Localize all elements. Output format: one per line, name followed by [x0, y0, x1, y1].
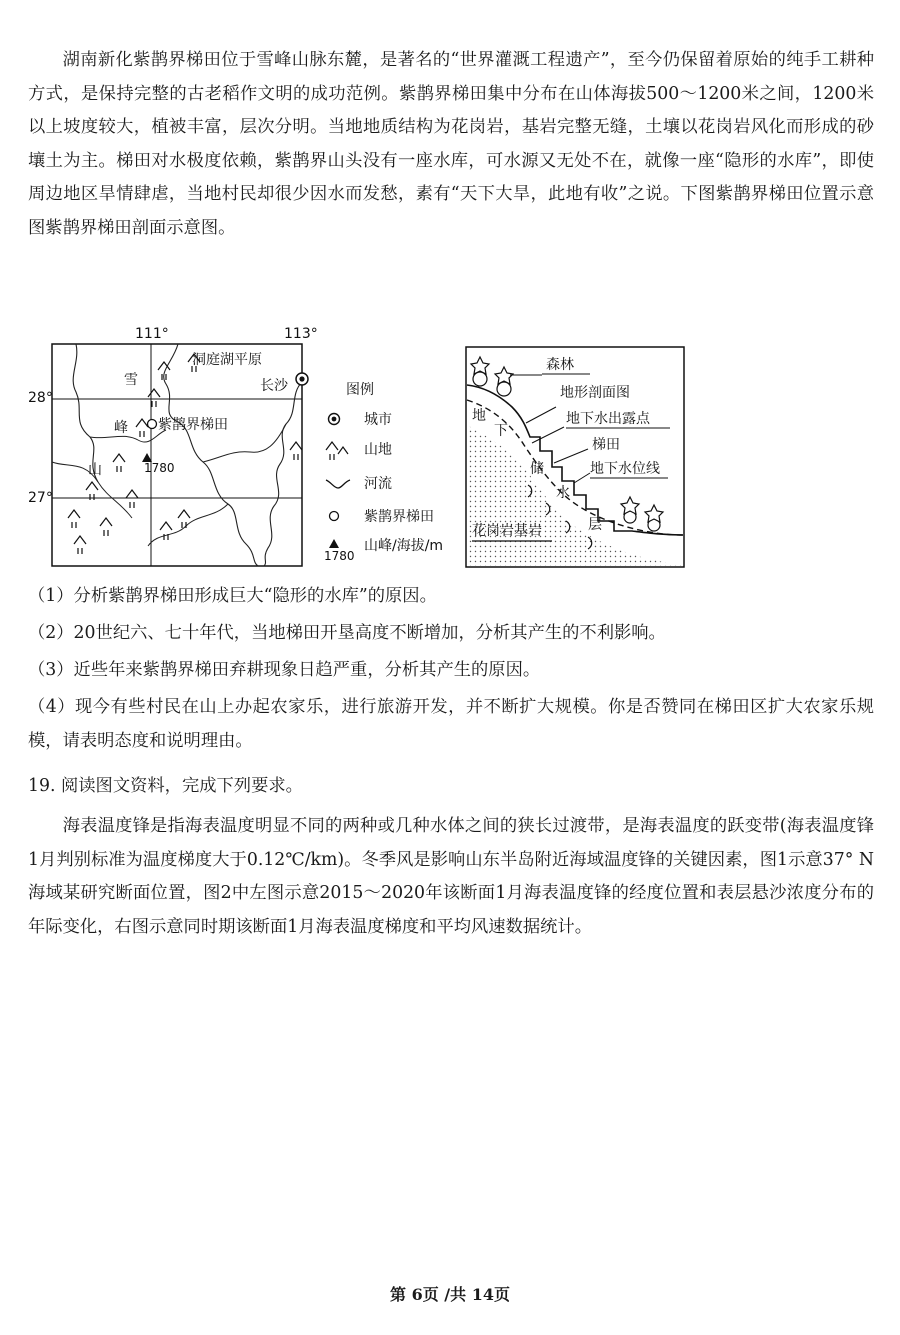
legend-title: 图例 [346, 382, 374, 398]
legend-river: 河流 [364, 476, 392, 492]
legend-peak: 山峰/海拔/m [364, 538, 444, 554]
question-4: （4）现今有些村民在山上办起农家乐，进行旅游开发，并不断扩大规模。你是否赞同在梯田区扩大农家乐规模，请表明态度和说明理由。 [28, 697, 874, 751]
label-xue: 雪 [124, 372, 138, 388]
label-zique: 紫鹊界梯田 [158, 417, 228, 433]
label-aquifer-4: 水 [556, 485, 570, 501]
legend-city: 城市 [364, 412, 392, 428]
location-map [28, 322, 470, 574]
river-icon [326, 480, 350, 488]
label-terrain: 地形剖面图 [560, 385, 630, 401]
label-changsha: 长沙 [260, 378, 288, 394]
intro-paragraph: 湖南新化紫鹊界梯田位于雪峰山脉东麓，是著名的“世界灌溉工程遗产”，至今仍保留着原始的纯手工耕种方式，是保持完整的古老稻作文明的成功范例。紫鹊界梯田集中分布在山体海拔500～1200米之间，1200米以上坡度较大，植被丰富，层次分明。当地地质结构为花岗岩，基岩完整无缝，土壤以花岗岩风化而形成的砂壤土为主。梯田对水极度依赖，紫鹊界山头没有一座水库，可水源又无处不在，就像一座“隐形的水库”，即使周边地区旱情肆虐，当地村民却很少因水而发愁，素有“天下大旱，此地有收”之说。下图紫鹊界梯田位置示意图紫鹊界梯田剖面示意图。 [28, 50, 874, 238]
map-legend [324, 382, 443, 563]
terrace-icon [330, 512, 339, 521]
page-footer: 第 6页 /共 14页 [390, 1285, 510, 1304]
lon-label-113: 113° [284, 326, 318, 342]
label-aquifer-2: 下 [494, 423, 508, 439]
question-2: （2）20世纪六、七十年代，当地梯田开垦高度不断增加，分析其产生的不利影响。 [28, 623, 666, 643]
label-aquifer-5: 层 [588, 517, 602, 533]
label-dongting: 洞庭湖平原 [192, 352, 262, 368]
question-19-heading: 19. 阅读图文资料，完成下列要求。 [28, 776, 303, 796]
label-shan: 山 [88, 462, 102, 478]
label-feng: 峰 [114, 420, 128, 436]
label-outcrop: 地下水出露点 [566, 411, 650, 427]
label-watertable: 地下水位线 [590, 461, 660, 477]
label-bedrock: 花岗岩基岩 [472, 523, 542, 539]
mountain-icon [326, 442, 348, 460]
legend-peak-value: 1780 [324, 549, 355, 563]
question-19-paragraph: 海表温度锋是指海表温度明显不同的两种或几种水体之间的狭长过渡带，是海表温度的跃变带(海表温度锋1月判别标准为温度梯度大于0.12℃/km)。冬季风是影响山东半岛附近海域温度锋的关键因素，图1示意37° N海域某研究断面位置，图2中左图示意2015～2020年该断面1月海表温度锋的经度位置和表层悬沙浓度分布的年际变化，右图示意同时期该断面1月海表温度梯度和平均风速数据统计。 [28, 816, 874, 937]
label-forest: 森林 [546, 357, 574, 373]
peak-icon [329, 539, 339, 548]
label-terrace-profile: 梯田 [592, 437, 620, 453]
terrace-marker [148, 420, 157, 429]
lat-label-28: 28° [28, 390, 53, 406]
legend-mountain: 山地 [364, 442, 392, 458]
legend-terrace: 紫鹊界梯田 [364, 509, 434, 525]
label-aquifer-1: 地 [472, 408, 486, 424]
question-3: （3）近些年来紫鹊界梯田弃耕现象日趋严重，分析其产生的原因。 [28, 660, 541, 680]
question-1: （1）分析紫鹊界梯田形成巨大“隐形的水库”的原因。 [28, 586, 437, 606]
lon-label-111: 111° [135, 326, 169, 342]
label-peak: 1780 [144, 461, 175, 475]
label-aquifer-3: 储 [530, 461, 544, 477]
lat-label-27: 27° [28, 490, 53, 506]
terrace-profile [464, 345, 688, 571]
